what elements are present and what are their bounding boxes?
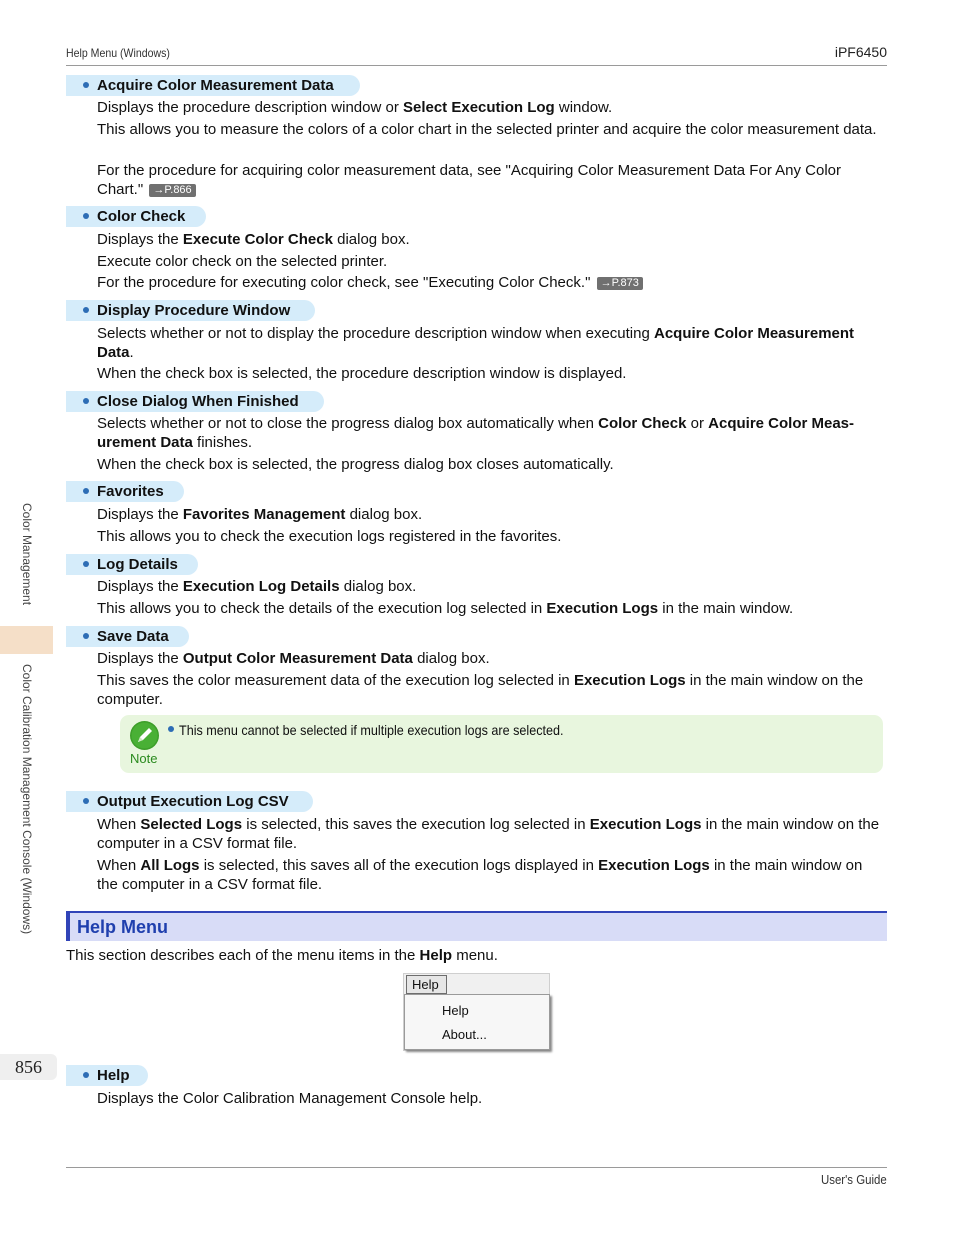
sidebar-chapter: Color Management — [20, 503, 34, 606]
item-heading-display-procedure: Display Procedure Window — [66, 300, 315, 321]
bullet-icon — [83, 82, 89, 88]
note-box — [120, 715, 883, 773]
paragraph: Displays the Favorites Management dialog box. — [97, 506, 423, 523]
paragraph: Selects whether or not to display the procedure description window when executing Acquire Color Measurement Data. — [97, 325, 855, 361]
header-section-title: Help Menu (Windows) — [66, 46, 170, 60]
note-pencil-icon — [130, 721, 159, 750]
bullet-icon — [83, 561, 89, 567]
paragraph: When the check box is selected, the progress dialog box closes automatically. — [97, 456, 614, 473]
item-heading-close-dialog: Close Dialog When Finished — [66, 391, 324, 412]
footer-guide-name: User's Guide — [821, 1172, 887, 1187]
paragraph: When All Logs is selected, this saves all of the execution logs displayed in Execution Logs in the main window on the computer in a CSV format file. — [97, 857, 863, 893]
paragraph: This allows you to check the execution logs registered in the favorites. — [97, 528, 562, 545]
paragraph: This saves the color measurement data of the execution log selected in Execution Logs in the main window on the computer. — [97, 672, 864, 708]
menu-item-help[interactable]: Help — [442, 1003, 469, 1018]
sidebar-marker — [0, 626, 53, 654]
paragraph: When the check box is selected, the procedure description window is displayed. — [97, 365, 627, 382]
note-text: This menu cannot be selected if multiple execution logs are selected. — [179, 722, 564, 738]
paragraph: Displays the Color Calibration Management Console help. — [97, 1090, 483, 1107]
paragraph: Displays the Execution Log Details dialog box. — [97, 578, 417, 595]
bullet-icon — [83, 398, 89, 404]
page-reference-link[interactable]: →P.866 — [149, 184, 195, 197]
header-model-name: iPF6450 — [834, 44, 887, 60]
item-heading-log-details: Log Details — [66, 554, 198, 575]
item-heading-color-check: Color Check — [66, 206, 206, 227]
running-header — [66, 44, 887, 66]
bullet-icon — [83, 1072, 89, 1078]
menu-item-about[interactable]: About... — [442, 1027, 487, 1042]
bullet-icon — [83, 213, 89, 219]
note-label: Note — [130, 751, 158, 766]
item-heading-save-data: Save Data — [66, 626, 189, 647]
paragraph: This allows you to check the details of the execution log selected in Execution Logs in the main window. — [97, 600, 794, 617]
bullet-icon — [83, 798, 89, 804]
section-heading-help-menu: Help Menu — [66, 911, 887, 941]
bullet-icon — [168, 726, 174, 732]
paragraph: Execute color check on the selected printer. — [97, 253, 388, 270]
paragraph: When Selected Logs is selected, this saves the execution log selected in Execution Logs in the main window on the computer in a CSV format file. — [97, 816, 880, 852]
bullet-icon — [83, 488, 89, 494]
bullet-icon — [83, 633, 89, 639]
paragraph: Selects whether or not to close the progress dialog box automatically when Color Check or Acquire Color Meas-urement Data finishes. — [97, 415, 855, 451]
menu-bar-help[interactable]: Help — [406, 975, 447, 994]
page-number: 856 — [0, 1054, 57, 1080]
paragraph: This allows you to measure the colors of a color chart in the selected printer and acquire the color measurement data. — [97, 121, 877, 138]
item-heading-output-log-csv: Output Execution Log CSV — [66, 791, 313, 812]
item-heading-help: Help — [66, 1065, 148, 1086]
help-menu-screenshot — [403, 973, 550, 1051]
paragraph: Displays the procedure description window or Select Execution Log window. — [97, 99, 613, 116]
paragraph: Displays the Output Color Measurement Data dialog box. — [97, 650, 490, 667]
page-reference-link[interactable]: →P.873 — [597, 277, 643, 290]
paragraph: For the procedure for acquiring color measurement data, see "Acquiring Color Measurement Data For Any Color Chart." →P.866 — [97, 162, 842, 198]
section-intro: This section describes each of the menu items in the Help menu. — [66, 947, 498, 964]
bullet-icon — [83, 307, 89, 313]
sidebar-section: Color Calibration Management Console (Windows) — [20, 664, 34, 935]
footer-rule — [66, 1167, 887, 1168]
item-heading-acquire-color: Acquire Color Measurement Data — [66, 75, 360, 96]
paragraph: For the procedure for executing color check, see "Executing Color Check." →P.873 — [97, 273, 887, 292]
help-menu-popup — [404, 994, 550, 1050]
paragraph: Displays the Execute Color Check dialog box. — [97, 231, 410, 248]
item-heading-favorites: Favorites — [66, 481, 184, 502]
